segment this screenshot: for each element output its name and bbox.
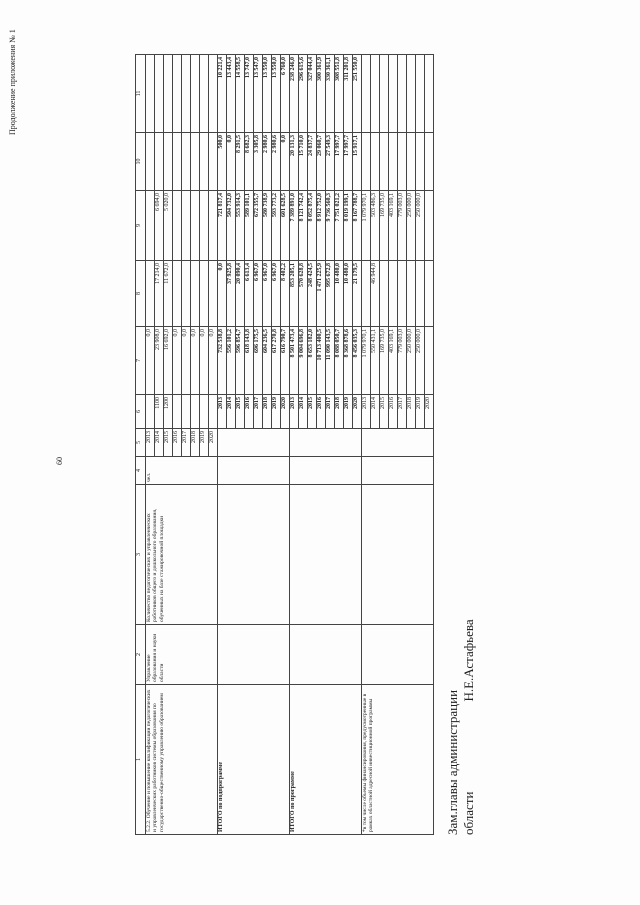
table-cell — [380, 55, 389, 133]
value-cell: 500,0 — [218, 133, 227, 191]
value-cell — [146, 191, 155, 261]
value-cell: 8 088 050,7 — [335, 327, 344, 395]
year-cell: 2013 — [362, 395, 371, 429]
table-cell — [416, 133, 425, 191]
value-cell: 403 169,1 — [389, 327, 398, 395]
value-cell — [209, 261, 218, 327]
table-cell — [389, 55, 398, 133]
value-cell — [191, 55, 200, 133]
table-cell — [362, 625, 434, 685]
value-cell: 296 615,6 — [299, 55, 308, 133]
value-cell: 8 052 875,4 — [308, 191, 317, 261]
unit: чел. — [146, 457, 218, 485]
value-cell — [416, 261, 425, 327]
investment-label: *в том числе объемы финансирования, предусмотренные в рамках областной адресной инвестиционной программы — [362, 685, 434, 835]
year-cell: 2016 — [245, 395, 254, 429]
value-cell: 10 221,4 — [218, 55, 227, 133]
value-cell — [182, 261, 191, 327]
year-cell: 2014 — [299, 395, 308, 429]
table-cell — [362, 485, 434, 625]
table-cell — [362, 429, 434, 457]
value-cell: 9 004 696,8 — [299, 327, 308, 395]
value-cell: 8 456 035,3 — [353, 327, 362, 395]
value-cell: 8 368 878,6 — [344, 327, 353, 395]
year-cell: 2020 — [425, 395, 434, 429]
value-cell — [173, 55, 182, 133]
value-cell: 604 236,5 — [263, 327, 272, 395]
year-cell: 2018 — [263, 395, 272, 429]
signature-block — [445, 619, 476, 835]
value-cell — [173, 191, 182, 261]
value-cell: 300 361,9 — [317, 55, 326, 133]
value-cell: 37 925,8 — [227, 261, 236, 327]
measure-name: 5.2.2. Обучение и повышение квалификации педагогических и управленческих работников системы образования по государственно-общественному управлению образованием — [146, 685, 218, 835]
executor: Управление образования и науки области — [146, 625, 218, 685]
value-cell: 556 101,2 — [227, 327, 236, 395]
table-row — [290, 55, 299, 835]
value-cell — [425, 327, 434, 395]
value-cell: 15 710,0 — [299, 133, 308, 191]
value-cell: 15 917,1 — [353, 133, 362, 191]
year-cell: 2018 — [191, 429, 200, 457]
table-cell — [398, 133, 407, 191]
value-cell: 17 997,7 — [344, 133, 353, 191]
value-cell: 330 361,1 — [326, 55, 335, 133]
table-row — [146, 55, 155, 835]
value-cell — [380, 261, 389, 327]
total-label: ИТОГО по подпрограмме — [218, 685, 290, 835]
value-cell: 11 090 143,5 — [326, 327, 335, 395]
value-cell: 589 101,1 — [245, 191, 254, 261]
table-cell — [407, 133, 416, 191]
value-cell — [155, 55, 164, 133]
year-cell: 2015 — [380, 395, 389, 429]
value-cell: 618 143,8 — [245, 327, 254, 395]
year-cell: 2016 — [317, 395, 326, 429]
value-cell: 553 914,3 — [236, 191, 245, 261]
table-row — [362, 55, 371, 835]
value-cell: 1 079 970,1 — [362, 191, 371, 261]
table-cell — [416, 55, 425, 133]
year-cell: 2015 — [236, 395, 245, 429]
value-cell: 2 980,6 — [263, 133, 272, 191]
value-cell: 10 713 400,5 — [317, 327, 326, 395]
table-cell — [425, 133, 434, 191]
value-cell: 9 736 560,3 — [326, 191, 335, 261]
value-cell: 503 486,3 — [371, 191, 380, 261]
value-cell — [146, 55, 155, 133]
table-cell — [218, 625, 290, 685]
value-cell — [209, 133, 218, 191]
signature-name: Н.Е.Астафьева — [460, 619, 476, 702]
value-cell: 29 060,7 — [317, 133, 326, 191]
value-cell: 17 997,7 — [335, 133, 344, 191]
value-cell — [182, 395, 191, 429]
value-cell — [182, 133, 191, 191]
value-cell — [146, 261, 155, 327]
value-cell: 0,0 — [146, 327, 155, 395]
value-cell: 250 000,0 — [416, 327, 425, 395]
value-cell: 13 547,0 — [254, 55, 263, 133]
table-cell — [362, 133, 371, 191]
value-cell: 8 682,3 — [245, 133, 254, 191]
year-cell: 2016 — [389, 395, 398, 429]
value-cell — [191, 395, 200, 429]
value-cell — [200, 55, 209, 133]
value-cell: 250 000,0 — [407, 327, 416, 395]
value-cell: 20 131,3 — [290, 133, 299, 191]
value-cell: 11 672,0 — [164, 261, 173, 327]
col-header: 8 — [136, 261, 146, 327]
table-cell — [290, 625, 362, 685]
value-cell: 0,0 — [227, 133, 236, 191]
table-cell — [290, 457, 362, 485]
value-cell — [200, 133, 209, 191]
value-cell: 13 747,0 — [245, 55, 254, 133]
value-cell: 616 790,7 — [281, 327, 290, 395]
col-header: 5 — [136, 429, 146, 457]
value-cell: 0,0 — [218, 261, 227, 327]
col-header: 9 — [136, 191, 146, 261]
value-cell: 6 613,4 — [245, 261, 254, 327]
year-cell: 2020 — [353, 395, 362, 429]
table-row — [218, 55, 227, 835]
value-cell: 593 773,2 — [272, 191, 281, 261]
value-cell — [164, 133, 173, 191]
value-cell: 8 291,5 — [236, 133, 245, 191]
year-cell: 2017 — [182, 429, 191, 457]
value-cell — [164, 55, 173, 133]
value-cell: 779 003,0 — [398, 327, 407, 395]
value-cell — [200, 395, 209, 429]
value-cell — [389, 261, 398, 327]
value-cell — [209, 395, 218, 429]
value-cell: 248 424,5 — [308, 261, 317, 327]
table-cell — [389, 133, 398, 191]
value-cell: 169 735,0 — [380, 191, 389, 261]
value-cell: 0,0 — [173, 327, 182, 395]
year-cell: 2020 — [281, 395, 290, 429]
year-cell: 2019 — [344, 395, 353, 429]
value-cell: 13 443,4 — [227, 55, 236, 133]
value-cell: 995 672,8 — [326, 261, 335, 327]
value-cell: 0,0 — [182, 327, 191, 395]
value-cell: 311 201,8 — [344, 55, 353, 133]
value-cell — [209, 55, 218, 133]
value-cell: 327 044,4 — [308, 55, 317, 133]
value-cell — [362, 261, 371, 327]
value-cell: 23 908,0 — [155, 327, 164, 395]
table-cell — [362, 457, 434, 485]
year-cell: 2013 — [218, 395, 227, 429]
value-cell: 8 167 788,7 — [353, 191, 362, 261]
table-cell — [290, 485, 362, 625]
year-cell: 2015 — [164, 429, 173, 457]
value-cell: 1 471 225,9 — [317, 261, 326, 327]
value-cell: 779 003,0 — [398, 191, 407, 261]
value-cell: 403 169,1 — [389, 191, 398, 261]
table-cell — [380, 133, 389, 191]
col-header: 1 — [136, 685, 146, 835]
year-cell: 2015 — [308, 395, 317, 429]
value-cell: 10 480,0 — [335, 261, 344, 327]
value-cell: 8 121 742,4 — [299, 191, 308, 261]
value-cell: 1 079 970,1 — [362, 327, 371, 395]
col-header: 6 — [136, 395, 146, 429]
value-cell: 46 944,8 — [371, 261, 380, 327]
col-header: 4 — [136, 457, 146, 485]
value-cell: 617 270,8 — [272, 327, 281, 395]
value-cell: 0,0 — [191, 327, 200, 395]
value-cell — [182, 55, 191, 133]
value-cell — [191, 191, 200, 261]
value-cell: 3 305,8 — [254, 133, 263, 191]
year-cell: 2014 — [227, 395, 236, 429]
value-cell: 1100 — [155, 395, 164, 429]
value-cell — [200, 261, 209, 327]
year-cell: 2014 — [155, 429, 164, 457]
value-cell — [191, 133, 200, 191]
value-cell: 5 020,0 — [164, 191, 173, 261]
year-cell: 2018 — [335, 395, 344, 429]
col-header: 3 — [136, 485, 146, 625]
value-cell: 6 760,0 — [281, 55, 290, 133]
value-cell: 550 431,1 — [371, 327, 380, 395]
value-cell: 308 551,8 — [335, 55, 344, 133]
total-label: ИТОГО по программе — [290, 685, 362, 835]
year-cell: 2017 — [398, 395, 407, 429]
table-cell — [362, 55, 371, 133]
value-cell — [173, 395, 182, 429]
year-cell: 2017 — [254, 395, 263, 429]
value-cell: 504 732,0 — [227, 191, 236, 261]
table-cell — [218, 429, 290, 457]
value-cell — [407, 261, 416, 327]
value-cell: 169 735,0 — [380, 327, 389, 395]
value-cell: 14 558,5 — [236, 55, 245, 133]
year-cell: 2013 — [290, 395, 299, 429]
value-cell — [425, 191, 434, 261]
table-cell — [290, 429, 362, 457]
indicator: Количество педагогических и управленческих работников общего и дошкольного образования, обученных на базе стажировочной площадки — [146, 485, 218, 625]
year-cell: 2017 — [326, 395, 335, 429]
year-cell: 2019 — [200, 429, 209, 457]
value-cell: 570 628,8 — [299, 261, 308, 327]
value-cell: 7 751 021,2 — [335, 191, 344, 261]
value-cell: 250 000,0 — [416, 191, 425, 261]
value-cell: 13 550,0 — [272, 55, 281, 133]
value-cell: 20 090,4 — [236, 261, 245, 327]
value-cell — [200, 191, 209, 261]
value-cell: 21 179,5 — [353, 261, 362, 327]
table-cell — [218, 457, 290, 485]
value-cell: 696 175,5 — [254, 327, 263, 395]
value-cell: 853 205,1 — [290, 261, 299, 327]
value-cell: 250 000,0 — [407, 191, 416, 261]
col-header: 7 — [136, 327, 146, 395]
col-header: 10 — [136, 133, 146, 191]
year-cell: 2019 — [416, 395, 425, 429]
table-cell — [398, 55, 407, 133]
value-cell: 721 817,4 — [218, 191, 227, 261]
table-cell — [407, 55, 416, 133]
value-cell: 8 912 752,0 — [317, 191, 326, 261]
signature-position-2: области — [460, 791, 476, 835]
value-cell: 596 854,7 — [236, 327, 245, 395]
value-cell — [425, 261, 434, 327]
value-cell — [182, 191, 191, 261]
value-cell — [173, 261, 182, 327]
value-cell: 6 967,0 — [272, 261, 281, 327]
year-cell: 2018 — [407, 395, 416, 429]
value-cell: 2 980,6 — [272, 133, 281, 191]
value-cell: 251 550,0 — [353, 55, 362, 133]
value-cell: 6 967,0 — [254, 261, 263, 327]
col-header: 2 — [136, 625, 146, 685]
year-cell: 2014 — [371, 395, 380, 429]
table-cell — [425, 55, 434, 133]
value-cell: 672 355,7 — [254, 191, 263, 261]
signature-position: Зам.главы администрации — [445, 689, 460, 835]
value-cell: 0,0 — [209, 327, 218, 395]
value-cell: 17 214,0 — [155, 261, 164, 327]
year-cell: 2016 — [173, 429, 182, 457]
value-cell — [191, 261, 200, 327]
value-cell: 238 246,0 — [290, 55, 299, 133]
value-cell: 6 694,0 — [155, 191, 164, 261]
value-cell: 0,0 — [281, 133, 290, 191]
table-cell — [371, 133, 380, 191]
value-cell — [146, 395, 155, 429]
value-cell — [398, 261, 407, 327]
year-cell: 2013 — [146, 429, 155, 457]
col-header: 11 — [136, 55, 146, 133]
value-cell: 732 538,8 — [218, 327, 227, 395]
value-cell: 8 402,2 — [281, 261, 290, 327]
page-number: 60 — [55, 457, 64, 465]
value-cell: 8 501 473,4 — [290, 327, 299, 395]
budget-table — [135, 54, 434, 835]
year-cell: 2020 — [209, 429, 218, 457]
table-body — [146, 55, 434, 835]
column-number-row — [136, 55, 146, 835]
value-cell: 8 019 199,1 — [344, 191, 353, 261]
value-cell: 580 738,9 — [263, 191, 272, 261]
value-cell: 10 480,0 — [344, 261, 353, 327]
value-cell: 6 967,0 — [263, 261, 272, 327]
value-cell: 0,0 — [200, 327, 209, 395]
year-cell: 2019 — [272, 395, 281, 429]
value-cell: 1200 — [164, 395, 173, 429]
value-cell: 8 653 182,0 — [308, 327, 317, 395]
value-cell — [209, 191, 218, 261]
value-cell — [146, 133, 155, 191]
table-cell — [371, 55, 380, 133]
value-cell — [155, 133, 164, 191]
value-cell — [173, 133, 182, 191]
value-cell: 27 549,3 — [326, 133, 335, 191]
table-cell — [218, 485, 290, 625]
value-cell: 7 389 891,0 — [290, 191, 299, 261]
value-cell: 601 628,5 — [281, 191, 290, 261]
value-cell: 13 550,0 — [263, 55, 272, 133]
continuation-note: Продолжение приложения № 1 — [8, 29, 17, 135]
value-cell: 24 837,7 — [308, 133, 317, 191]
value-cell: 16 692,0 — [164, 327, 173, 395]
